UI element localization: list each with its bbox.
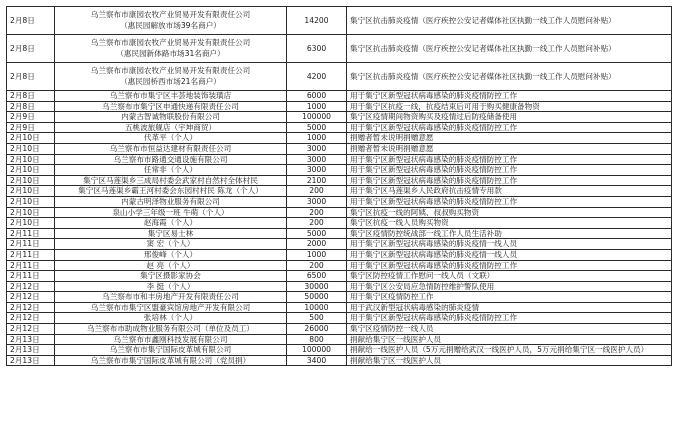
purpose-cell: 用于集宁区新型冠状病毒感染的肺炎疫情一线人员 — [347, 249, 672, 260]
donor-cell: 泉山小学三年级一班 牛萌（个人） — [55, 207, 287, 218]
donor-cell: 李 挺（个人） — [55, 281, 287, 292]
donor-cell: 集宁区马莲渠乡三成局村委会武家村自然村全体村民 — [55, 175, 287, 186]
purpose-cell: 用于集宁区新型冠状病毒感染的肺炎疫情防控工作 — [347, 175, 672, 186]
donor-cell: 乌兰察布市集宁区盟豪宾馆房地产开发有限公司 — [55, 302, 287, 313]
table-row — [7, 281, 672, 292]
donation-table — [6, 6, 672, 366]
table-row — [7, 133, 672, 144]
date-cell: 2月11日 — [7, 249, 55, 260]
date-cell: 2月12日 — [7, 324, 55, 335]
table-row — [7, 345, 672, 356]
donor-cell: 代革平（个人） — [55, 133, 287, 144]
purpose-cell: 用于集宁区疫情防控工作 — [347, 292, 672, 303]
donor-cell: 乌兰察布市恒益达建材有限责任公司 — [55, 143, 287, 154]
amount-cell: 200 — [287, 207, 347, 218]
table-row — [7, 91, 672, 102]
amount-cell: 14200 — [287, 7, 347, 35]
donor-cell — [55, 35, 287, 63]
date-cell: 2月11日 — [7, 271, 55, 282]
purpose-cell: 用于集宁区新型冠状病毒感染的肺炎疫情防控工作 — [347, 165, 672, 176]
table-row — [7, 196, 672, 207]
table-row — [7, 302, 672, 313]
purpose-cell: 用于集宁区公安局应急情防控维护警队使用 — [347, 281, 672, 292]
date-cell: 2月8日 — [7, 35, 55, 63]
date-cell: 2月8日 — [7, 63, 55, 91]
date-cell: 2月11日 — [7, 228, 55, 239]
table-row — [7, 207, 672, 218]
donor-cell: 窦 宏（个人） — [55, 239, 287, 250]
donor-name: 乌兰察布市康园农牧产业贸易开发有限责任公司 — [90, 38, 251, 47]
donor-name: 乌兰察布市康园农牧产业贸易开发有限责任公司 — [90, 66, 251, 75]
donor-cell: 乌兰察布市鑫刚科技发展有限公司 — [55, 334, 287, 345]
amount-cell: 5000 — [287, 122, 347, 133]
purpose-cell: 用于集宁区新型冠状病毒感染的肺炎疫情一线人员 — [347, 239, 672, 250]
donor-note: （惠民园桥西市场21名商户） — [120, 76, 221, 86]
table-row — [7, 154, 672, 165]
purpose-cell: 捐献给一线医护人员（5万元捐赠给武汉一线医护人员，5万元捐给集宁区一线医护人员） — [347, 345, 672, 356]
donor-cell: 邢俊峰（个人） — [55, 249, 287, 260]
date-cell: 2月12日 — [7, 281, 55, 292]
donor-cell: 内蒙古智诚物联股份有限公司 — [55, 112, 287, 123]
donor-note: （惠民园解放市场39名商户） — [120, 20, 221, 30]
donor-cell: 任常非（个人） — [55, 165, 287, 176]
purpose-cell: 集宁区疫情防控统战部一线工作人员生活补助 — [347, 228, 672, 239]
donor-cell: 内蒙古明泽物业服务有限公司 — [55, 196, 287, 207]
amount-cell: 5000 — [287, 228, 347, 239]
amount-cell: 10000 — [287, 302, 347, 313]
date-cell: 2月9日 — [7, 122, 55, 133]
purpose-cell: 用于集宁区马莲渠乡人民政府抗击疫情专用款 — [347, 186, 672, 197]
donor-cell: 集宁区马莲渠乡霸王河村委会东园村村民 陈龙（个人） — [55, 186, 287, 197]
donor-cell: 乌兰察布市和丰房地产开发有限责任公司 — [55, 292, 287, 303]
date-cell: 2月10日 — [7, 218, 55, 229]
donor-cell: 乌兰察布市集宁国际皮革城有限公司 — [55, 345, 287, 356]
table-row — [7, 101, 672, 112]
date-cell: 2月13日 — [7, 334, 55, 345]
purpose-cell: 集宁区抗击肺炎疫情（医疗疾控公安记者媒体社区执勤一线工作人员慰问补贴） — [347, 35, 672, 63]
purpose-cell: 用于集宁区新型冠状病毒感染的肺炎疫情防控工作 — [347, 260, 672, 271]
date-cell: 2月10日 — [7, 154, 55, 165]
amount-cell: 200 — [287, 218, 347, 229]
table-row — [7, 35, 672, 63]
purpose-cell: 集宁区疫情防控一线人员 — [347, 324, 672, 335]
purpose-cell: 用于集宁区新型冠状病毒感染的肺炎疫情防控工作 — [347, 91, 672, 102]
amount-cell: 3000 — [287, 165, 347, 176]
amount-cell: 6000 — [287, 91, 347, 102]
date-cell: 2月10日 — [7, 196, 55, 207]
purpose-cell: 用于集宁区新型冠状病毒感染的肺炎疫情防控工作 — [347, 154, 672, 165]
amount-cell: 6300 — [287, 35, 347, 63]
purpose-cell: 捐献给集宁区一线医护人员 — [347, 355, 672, 366]
purpose-cell: 用于集宁区新型冠状病毒感染的肺炎疫情防控工作 — [347, 196, 672, 207]
table-row — [7, 112, 672, 123]
donor-cell — [55, 7, 287, 35]
amount-cell: 2100 — [287, 175, 347, 186]
table-row — [7, 271, 672, 282]
table-row — [7, 186, 672, 197]
amount-cell: 50000 — [287, 292, 347, 303]
amount-cell: 2000 — [287, 239, 347, 250]
donor-cell: 赵海霞（个人） — [55, 218, 287, 229]
date-cell: 2月8日 — [7, 101, 55, 112]
table-row — [7, 239, 672, 250]
table-row — [7, 260, 672, 271]
purpose-cell: 捐赠者暂未说明捐赠意愿 — [347, 143, 672, 154]
donor-cell: 乌兰察布市路通交通设施有限公司 — [55, 154, 287, 165]
table-row — [7, 324, 672, 335]
date-cell: 2月11日 — [7, 239, 55, 250]
table-row — [7, 63, 672, 91]
donor-cell: 乌兰察布市集宁区申通快递有限责任公司 — [55, 101, 287, 112]
date-cell: 2月10日 — [7, 143, 55, 154]
amount-cell: 3000 — [287, 143, 347, 154]
amount-cell: 30000 — [287, 281, 347, 292]
date-cell: 2月10日 — [7, 165, 55, 176]
table-row — [7, 165, 672, 176]
date-cell: 2月13日 — [7, 345, 55, 356]
table-row — [7, 143, 672, 154]
amount-cell: 200 — [287, 260, 347, 271]
purpose-cell: 捐赠者暂未说明捐赠意愿 — [347, 133, 672, 144]
purpose-cell: 用于集宁区抗疫一线，抗疫结束后可用于购买健康备物资 — [347, 101, 672, 112]
amount-cell: 1000 — [287, 101, 347, 112]
purpose-cell: 集宁区抗疫一线人员购买物资 — [347, 218, 672, 229]
date-cell: 2月8日 — [7, 91, 55, 102]
table-row — [7, 228, 672, 239]
amount-cell: 500 — [287, 313, 347, 324]
purpose-cell: 集宁区疫情期间物资购买及疫情过后防疫储备使用 — [347, 112, 672, 123]
table-row — [7, 313, 672, 324]
amount-cell: 100000 — [287, 345, 347, 356]
donor-cell: 乌兰察布市集宁国际皮革城有限公司（党员捐） — [55, 355, 287, 366]
table-row — [7, 218, 672, 229]
table-row — [7, 292, 672, 303]
amount-cell: 6500 — [287, 271, 347, 282]
purpose-cell: 用于武汉新型冠状病毒感染的肺炎疫情 — [347, 302, 672, 313]
amount-cell: 3000 — [287, 196, 347, 207]
table-row — [7, 175, 672, 186]
purpose-cell: 集宁区抗击肺炎疫情（医疗疾控公安记者媒体社区执勤一线工作人员慰问补贴） — [347, 63, 672, 91]
donor-cell: 五桃波旅舰店（宇坤商贸） — [55, 122, 287, 133]
amount-cell: 1000 — [287, 133, 347, 144]
amount-cell: 800 — [287, 334, 347, 345]
date-cell: 2月13日 — [7, 355, 55, 366]
table-row — [7, 334, 672, 345]
date-cell: 2月11日 — [7, 260, 55, 271]
donor-cell: 乌兰察布市集宁区丰荟地装饰装璜店 — [55, 91, 287, 102]
amount-cell: 3000 — [287, 154, 347, 165]
donor-cell: 集宁区易士林 — [55, 228, 287, 239]
date-cell: 2月10日 — [7, 133, 55, 144]
purpose-cell: 用于集宁区新型冠状病毒感染的肺炎疫情防控工作 — [347, 122, 672, 133]
table-row — [7, 122, 672, 133]
table-row — [7, 249, 672, 260]
table-row — [7, 7, 672, 35]
date-cell: 2月10日 — [7, 175, 55, 186]
amount-cell: 26000 — [287, 324, 347, 335]
date-cell: 2月9日 — [7, 112, 55, 123]
amount-cell: 100000 — [287, 112, 347, 123]
donor-name: 乌兰察布市康园农牧产业贸易开发有限责任公司 — [90, 10, 251, 19]
purpose-cell: 集宁区抗击肺炎疫情（医疗疾控公安记者媒体社区执勤一线工作人员慰问补贴） — [347, 7, 672, 35]
donor-cell: 赵 亮（个人） — [55, 260, 287, 271]
purpose-cell: 用于集宁区新型冠状病毒感染的肺炎疫情防控工作 — [347, 313, 672, 324]
amount-cell: 4200 — [287, 63, 347, 91]
donor-cell — [55, 63, 287, 91]
date-cell: 2月12日 — [7, 302, 55, 313]
date-cell: 2月10日 — [7, 186, 55, 197]
purpose-cell: 捐献给集宁区一线医护人员 — [347, 334, 672, 345]
donor-cell: 张培林（个人） — [55, 313, 287, 324]
purpose-cell: 集宁区防控疫情工作慰问一线人员（文联） — [347, 271, 672, 282]
date-cell: 2月10日 — [7, 207, 55, 218]
date-cell: 2月12日 — [7, 292, 55, 303]
donor-cell: 集宁区摄影家协会 — [55, 271, 287, 282]
amount-cell: 3400 — [287, 355, 347, 366]
donor-cell: 乌兰察布市助成物业服务有限公司（单位及员工） — [55, 324, 287, 335]
purpose-cell: 集宁区抗疫一线的阿姨、叔叔购买物资 — [347, 207, 672, 218]
date-cell: 2月8日 — [7, 7, 55, 35]
table-row — [7, 355, 672, 366]
date-cell: 2月12日 — [7, 313, 55, 324]
donor-note: （惠民园新体路市场31名商户） — [116, 48, 225, 58]
amount-cell: 1000 — [287, 249, 347, 260]
amount-cell: 200 — [287, 186, 347, 197]
